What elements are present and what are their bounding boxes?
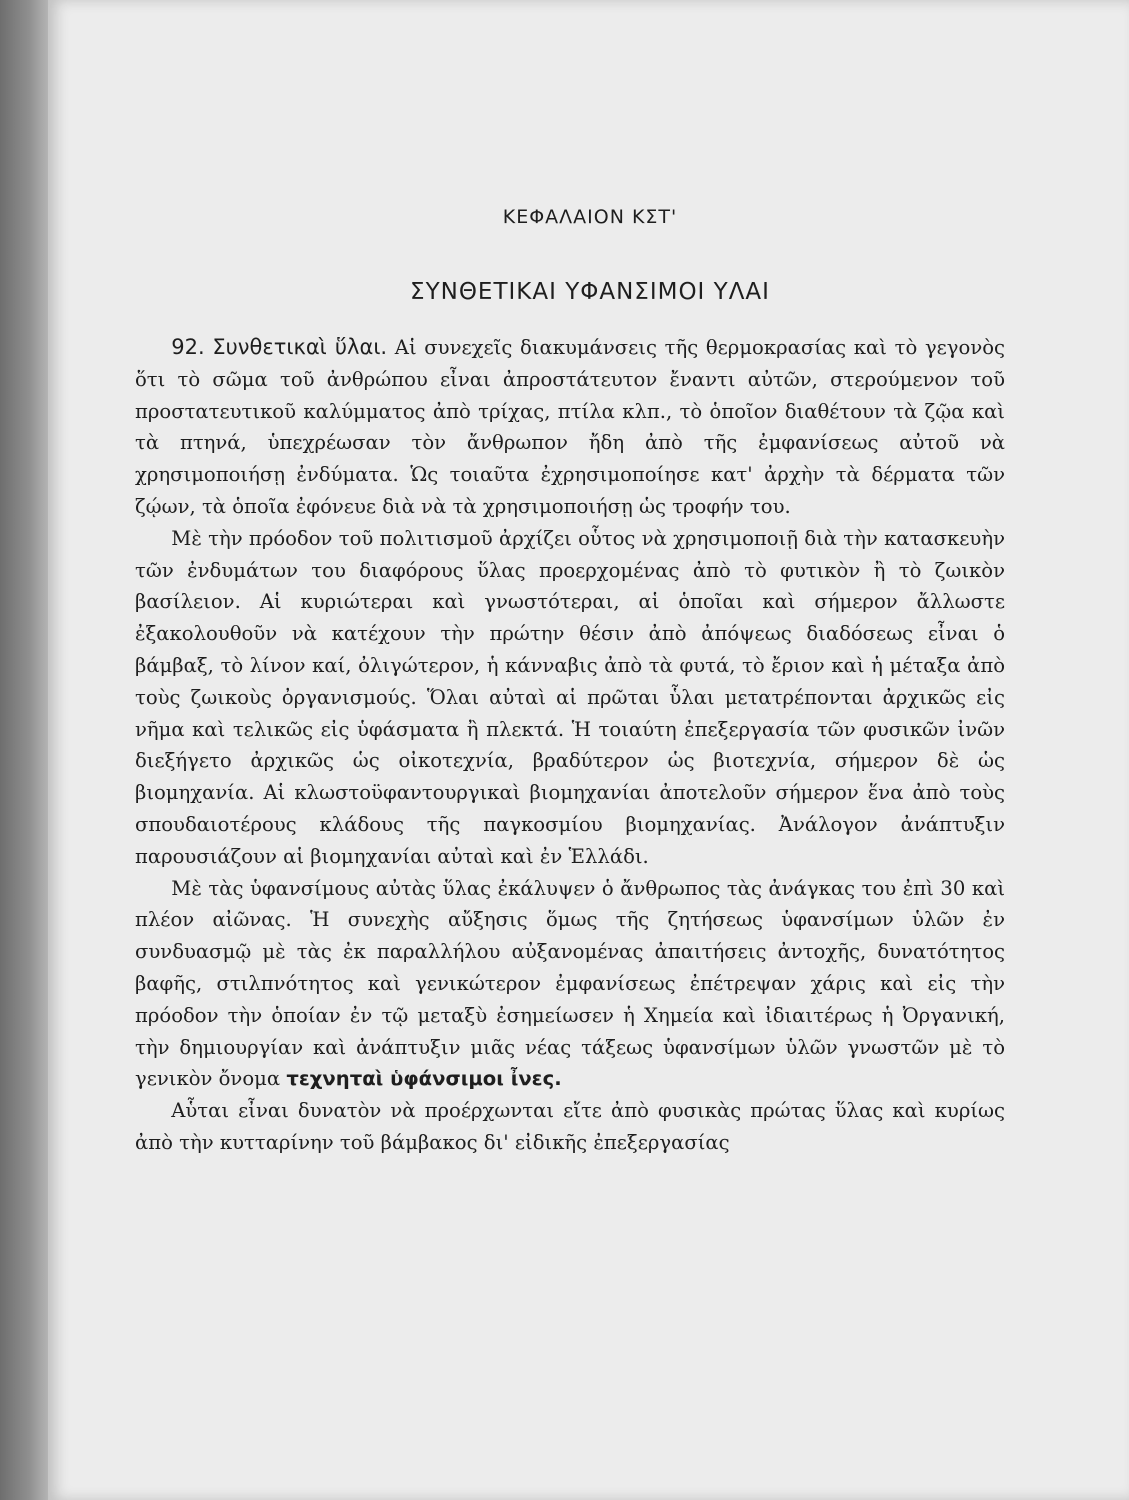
section-title: Συνθετικαὶ ὕλαι. xyxy=(212,335,388,359)
paragraph-2: Μὲ τὴν πρόοδον τοῦ πολιτισμοῦ ἀρχίζει οὗτος νὰ χρησιμοποιῇ διὰ τὴν κατασκευὴν τῶν ἐνδυμάτων του διαφόρους ὕλας προερχομένας ἀπὸ τὸ φυτικὸν ἢ τὸ ζωικὸν βασίλειον. Αἱ κυριώτεραι καὶ γνωστότεραι, αἱ ὁποῖαι καὶ σήμερον ἄλλωστε ἐξακολουθοῦν νὰ κατέχουν τὴν πρώτην θέσιν ἀπὸ ἀπόψεως διαδόσεως εἶναι ὁ βάμβαξ, τὸ λίνον καί, ὀλιγώτερον, ἡ κάνναβις ἀπὸ τὰ φυτά, τὸ ἔριον καὶ ἡ μέταξα ἀπὸ τοὺς ζωικοὺς ὀργανισμούς. Ὅλαι αὐταὶ αἱ πρῶται ὗλαι μετατρέπονται ἀρχικῶς εἰς νῆμα καὶ τελικῶς εἰς ὑφάσματα ἢ πλεκτά. Ἡ τοιαύτη ἐπεξεργασία τῶν φυσικῶν ἰνῶν διεξήγετο ἀρχικῶς ὡς οἰκοτεχνία, βραδύτερον ὡς βιοτεχνία, σήμερον δὲ ὡς βιομηχανία. Αἱ κλωστοϋφαντουργικαὶ βιομηχανίαι ἀποτελοῦν σήμερον ἕνα ἀπὸ τοὺς σπουδαιοτέρους κλάδους τῆς παγκοσμίου βιομηχανίας. Ἀνάλογον ἀνάπτυξιν παρουσιάζουν αἱ βιομηχανίαι αὐταὶ καὶ ἐν Ἑλλάδι. xyxy=(135,526,1005,868)
paragraph-1 xyxy=(135,332,1005,523)
paragraph-3 xyxy=(135,873,1005,1096)
bold-term: τεχνηταὶ ὑφάνσιμοι ἶνες. xyxy=(286,1067,562,1091)
chapter-title: ΣΥΝΘΕΤΙΚΑΙ ΥΦΑΝΣΙΜΟΙ ΥΛΑΙ xyxy=(410,279,770,305)
paragraph-3-text: Μὲ τὰς ὑφανσίμους αὐτὰς ὕλας ἐκάλυψεν ὁ ἄνθρωπος τὰς ἀνάγκας του ἐπὶ 30 καὶ πλέον αἰῶνας. Ἡ συνεχὴς αὔξησις ὅμως τῆς ζητήσεως ὑφανσίμων ὑλῶν ἐν συνδυασμῷ μὲ τὰς ἐκ παραλλήλου αὐξανομένας ἀπαιτήσεις ἀντοχῆς, δυνατότητος βαφῆς, στιλπνότητος καὶ γενικώτερον ἐμφανίσεως ἐπέτρεψαν χάρις καὶ εἰς τὴν πρόοδον τὴν ὁποίαν ἐν τῷ μεταξὺ ἐσημείωσεν ἡ Χημεία καὶ ἰδιαιτέρως ἡ Ὀργανική, τὴν δημιουργίαν καὶ ἀνάπτυξιν μιᾶς νέας τάξεως ὑφανσίμων ὑλῶν γνωστῶν μὲ τὸ γενικὸν ὄνομα xyxy=(135,876,1005,1091)
document-page xyxy=(48,0,1129,1500)
book-spine-edge xyxy=(0,0,48,1500)
section-number: 92. xyxy=(171,335,205,359)
page-body xyxy=(135,202,1005,1159)
paragraph-4: Αὗται εἶναι δυνατὸν νὰ προέρχωνται εἴτε ἀπὸ φυσικὰς πρώτας ὕλας καὶ κυρίως ἀπὸ τὴν κυτταρίνην τοῦ βάμβακος δι' εἰδικῆς ἐπεξεργασίας xyxy=(135,1099,1005,1154)
chapter-heading: ΚΕΦΑΛΑΙΟΝ ΚΣΤ' xyxy=(502,206,678,228)
paragraph-1-text: Αἱ συνεχεῖς διακυμάνσεις τῆς θερμοκρασίας καὶ τὸ γεγονὸς ὅτι τὸ σῶμα τοῦ ἀνθρώπου εἶναι ἀπροστάτευτον ἔναντι αὐτῶν, στερούμενον τοῦ προστατευτικοῦ καλύμματος ἀπὸ τρίχας, πτίλα κλπ., τὸ ὁποῖον διαθέτουν τὰ ζῷα καὶ τὰ πτηνά, ὑπεχρέωσαν τὸν ἄνθρωπον ἤδη ἀπὸ τῆς ἐμφανίσεως αὐτοῦ νὰ χρησιμοποιήσῃ ἐνδύματα. Ὡς τοιαῦτα ἐχρησιμοποίησε κατ' ἀρχὴν τὰ δέρματα τῶν ζῴων, τὰ ὁποῖα ἐφόνευε διὰ νὰ τὰ χρησιμοποιήσῃ ὡς τροφήν του. xyxy=(135,336,1005,518)
